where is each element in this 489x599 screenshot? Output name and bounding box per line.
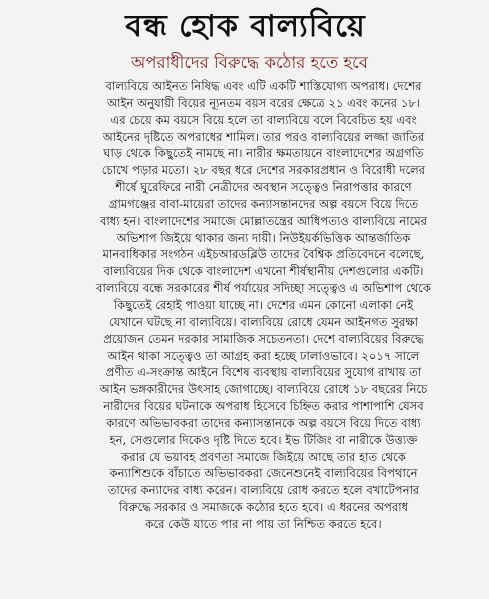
article-body <box>48 78 479 533</box>
body-line: কিছুতেই রেহাই পাওয়া যাচ্ছে না। দেশের এমন কোনো এলাকা নেই <box>113 297 414 312</box>
body-line: বিরুদ্ধে সরকার ও সমাজকে কঠোর হতে হবে। এ ধরনের অপরাধ <box>118 500 409 515</box>
body-line: কারণে অভিভাবকরা তাদের কন্যাসন্তানকে অল্প বয়সে বিয়ে দিতে বাধ্য <box>106 415 421 430</box>
body-line: বাল্যবিয়ে আইনত নিষিদ্ধ এবং এটি একটি শাস্তিযোগ্য অপরাধ। দেশের <box>105 79 422 93</box>
body-line: তাদের কন্যাদের বাধ্য করেন। বাল্যবিয়ে রোধ করতে হলে বখাটেপনার <box>107 483 420 498</box>
body-line: যেখানে ঘটছে না বাল্যবিয়ে। বাল্যবিয়ে রোধে যেমন আইনগত সুরক্ষা <box>108 314 419 329</box>
body-line: বাধ্য হন। বাংলাদেশের সমাজে মোল্লাতন্ত্রের আধিপত্যও বাল্যবিয়ে নামের <box>99 213 428 228</box>
subheadline: অপরাধীদের বিরুদ্ধে কঠোর হতে হবে <box>131 53 368 72</box>
body-line: আইন অনুযায়ী বিয়ের ন্যূনতম বয়স বরের ক্ষেত্রে ২১ এবং কনের ১৮। <box>106 95 421 110</box>
body-line: কন্যাশিশুকে বাঁচাতে অভিভাবকরা জেনেশুনেই বাল্যবিয়ের বিপথানে <box>109 466 418 481</box>
body-line: গ্রামগঞ্জের বাবা-মায়েরা তাদের কন্যাসন্তানদের অল্প বয়সে বিয়ে দিতে <box>108 196 419 211</box>
body-line: বাল্যবিয়ের দিক থেকে বাংলাদেশ এখনো শীর্ষস্থানীয় দেশগুলোর একটি। <box>103 264 424 279</box>
body-line: এর চেয়ে কম বয়সে বিয়ে হলে তা বাল্যবিয়ে বলে বিবেচিত হয় এবং <box>110 112 417 127</box>
body-line: নারীদের বিয়ের ঘটনাকে অপরাধ হিসেবে চিহ্নিত করার পাশাপাশি যেসব <box>103 399 424 414</box>
body-line: অভিশাপ জিইয়ে থাকার জন্য দায়ী। নিউইয়র্কভিত্তিক আন্তর্জাতিক <box>116 230 411 245</box>
body-line: প্রণীত এ-সংক্রান্ত আইনে বিশেষ ব্যবস্থায় বাল্যবিয়ের সুযোগ রাখায় তা <box>105 365 422 380</box>
body-line: মানবাধিকার সংগঠন এইচআরডব্লিউ তাদের বৈশ্বিক প্রতিবেদনে বলেছে, <box>102 247 425 262</box>
body-line: ঘাড় থেকে কিছুতেই নামছে না। নারীর ক্ষমতায়নে বাংলাদেশের অগ্রগতি <box>103 146 424 161</box>
body-line: করে কেউ যাতে পার না পায় তা নিশ্চিত করতে হবে। <box>145 516 382 531</box>
body-line: শীর্ষে ঘুরেফিরে নারী নেত্রীদের অবস্থান সত্ত্বেও নিরাপত্তার কারণে <box>115 180 412 195</box>
body-line: চোখে পড়ার মতো। ২৮ বছর ধরে দেশের সরকারপ্রধান ও বিরোধী দলের <box>101 163 426 178</box>
headline: বন্ধ হোক বাল্যবিয়ে <box>125 9 366 44</box>
body-line: আইনের দৃষ্টিতে অপরাধের শামিল। তার পরও বাল্যবিয়ের লজ্জা জাতির <box>102 129 425 144</box>
body-line: বাল্যবিয়ে বন্ধে সরকারের শীর্ষ পর্যায়ের সদিচ্ছা সত্ত্বেও এ অভিশাপ থেকে <box>96 281 431 296</box>
body-line: আইন ভঙ্গকারীদের উৎসাহ জোগাচ্ছে। বাল্যবিয়ে রোধে ১৮ বছরের নিচে <box>99 382 428 397</box>
news-clipping <box>0 8 489 599</box>
body-line: আইন থাকা সত্ত্বেও তা আগ্রহ করা হচ্ছে ঢালাওভাবে। ২০১৭ সালে <box>107 348 420 363</box>
body-line: প্রয়োজন তেমন দরকার সামাজিক সচেতনতা। দেশে বাল্যবিয়ের বিরুদ্ধে <box>103 331 424 346</box>
body-line: করার যে ভয়াবহ প্রবণতা সমাজে জিইয়ে আছে তার হাত থেকে <box>121 449 406 464</box>
body-line: হন, সেগুলোর দিকেও দৃষ্টি দিতে হবে। ইভ টিজিং বা নারীকে উত্ত্যক্ত <box>109 432 418 447</box>
